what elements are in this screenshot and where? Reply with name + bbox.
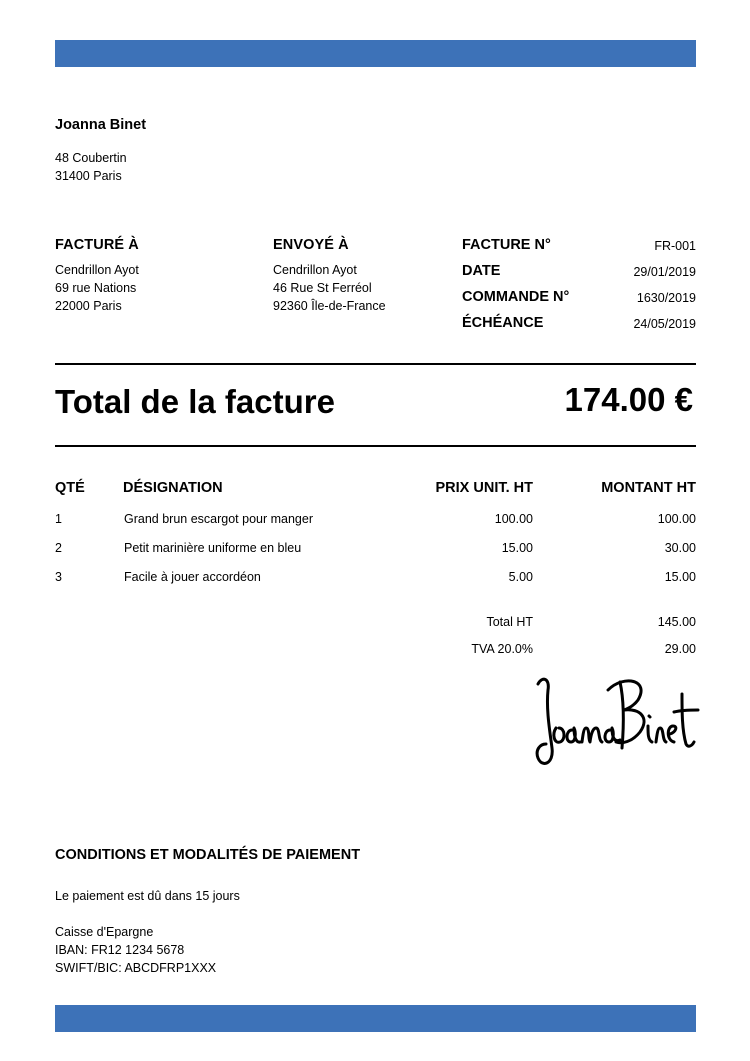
row-unit-price: 5.00	[508, 570, 533, 584]
subtotal-label: Total HT	[486, 615, 533, 629]
sender-name: Joanna Binet	[55, 117, 147, 133]
vat-label: TVA 20.0%	[471, 642, 533, 656]
billed-to-name: Cendrillon Ayot	[55, 263, 139, 277]
top-accent-bar	[55, 40, 696, 67]
order-number-value: 1630/2019	[636, 291, 696, 305]
table-row	[55, 541, 696, 559]
subtotal-value: 145.00	[657, 615, 696, 629]
divider-bottom	[55, 445, 696, 447]
invoice-total-label: Total de la facture	[55, 383, 335, 420]
swift-text: SWIFT/BIC: ABCDFRP1XXX	[55, 961, 217, 975]
row-unit-price: 15.00	[501, 541, 533, 555]
row-amount: 30.00	[664, 541, 696, 555]
shipped-to-name: Cendrillon Ayot	[273, 263, 357, 277]
table-row	[55, 512, 696, 530]
terms-heading: CONDITIONS ET MODALITÉS DE PAIEMENT	[55, 847, 361, 863]
row-description: Facile à jouer accordéon	[124, 570, 261, 584]
row-qty: 3	[55, 570, 62, 584]
row-qty: 2	[55, 541, 62, 555]
iban-text: IBAN: FR12 1234 5678	[55, 943, 185, 957]
column-header-amount: MONTANT HT	[601, 480, 696, 496]
subtotal-row	[400, 615, 696, 633]
bank-name: Caisse d'Epargne	[55, 925, 154, 939]
billed-to-address-line1: 69 rue Nations	[55, 281, 137, 295]
column-header-unit-price: PRIX UNIT. HT	[435, 480, 533, 496]
invoice-total-value: 174.00 €	[564, 381, 693, 418]
bottom-accent-bar	[55, 1005, 696, 1032]
sender-address-line1: 48 Coubertin	[55, 151, 127, 165]
sender-address-line2: 31400 Paris	[55, 169, 122, 183]
vat-row	[400, 642, 696, 660]
row-amount: 100.00	[657, 512, 696, 526]
row-amount: 15.00	[664, 570, 696, 584]
payment-due-text: Le paiement est dû dans 15 jours	[55, 889, 240, 903]
order-number-label: COMMANDE N°	[462, 289, 570, 305]
row-description: Grand brun escargot pour manger	[124, 512, 313, 526]
vat-value: 29.00	[664, 642, 696, 656]
shipped-to-address-line1: 46 Rue St Ferréol	[273, 281, 372, 295]
row-qty: 1	[55, 512, 62, 526]
billed-to-address-line2: 22000 Paris	[55, 299, 122, 313]
invoice-date-value: 29/01/2019	[633, 265, 696, 279]
order-number-row	[462, 289, 696, 309]
invoice-number-value: FR-001	[654, 239, 696, 253]
invoice-date-label: DATE	[462, 263, 501, 279]
invoice-number-label: FACTURE N°	[462, 237, 551, 253]
billed-to-heading: FACTURÉ À	[55, 237, 139, 253]
shipped-to-address-line2: 92360 Île-de-France	[273, 299, 386, 313]
due-date-row	[462, 315, 696, 335]
column-header-description: DÉSIGNATION	[123, 480, 223, 496]
divider-top	[55, 363, 696, 365]
shipped-to-heading: ENVOYÉ À	[273, 237, 349, 253]
invoice-date-row	[462, 263, 696, 283]
row-description: Petit marinière uniforme en bleu	[124, 541, 302, 555]
due-date-label: ÉCHÉANCE	[462, 315, 544, 331]
handwritten-signature-icon	[528, 670, 700, 775]
invoice-number-row	[462, 237, 696, 257]
column-header-qty: QTÉ	[55, 480, 85, 496]
due-date-value: 24/05/2019	[633, 317, 696, 331]
table-row	[55, 570, 696, 588]
row-unit-price: 100.00	[494, 512, 533, 526]
